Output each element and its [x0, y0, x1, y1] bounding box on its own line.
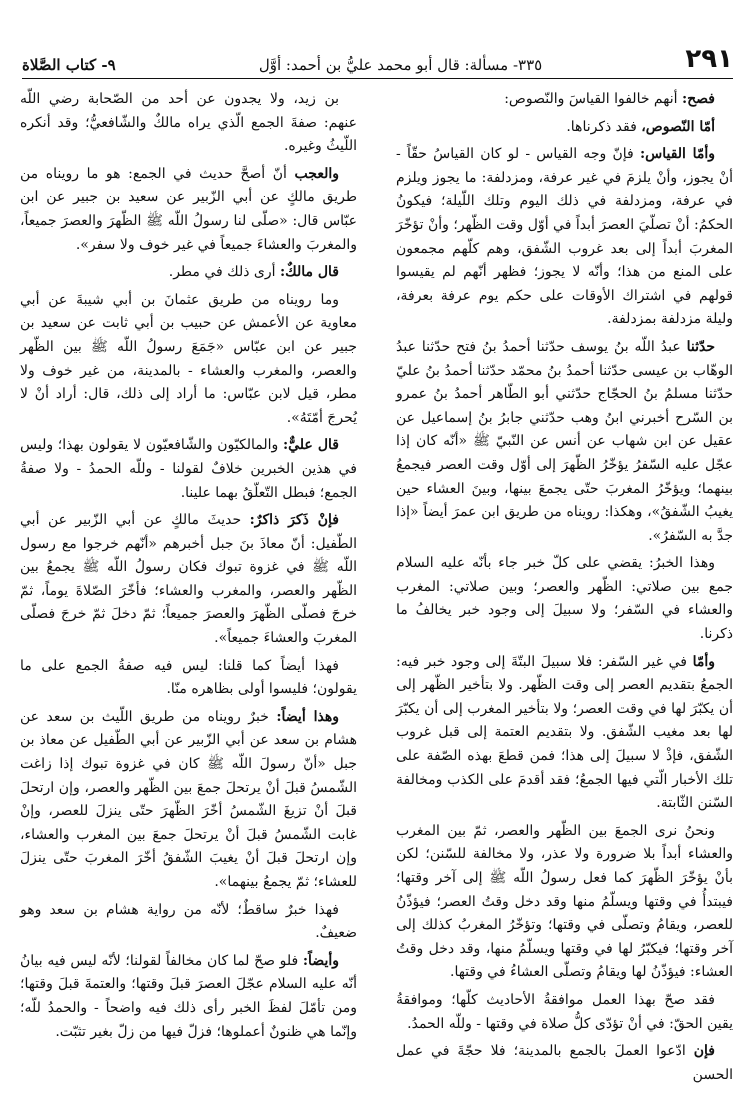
paragraph-text: أنهم خالفوا القياسَ والنّصوص:	[504, 91, 682, 107]
paragraph	[20, 88, 357, 159]
paragraph-lead: فإن	[693, 1043, 715, 1060]
paragraph	[20, 899, 357, 946]
paragraph	[396, 552, 733, 646]
header-rule	[22, 78, 733, 79]
paragraph-text: عبدُ اللّه بنُ يوسف حدّثنا أحمدُ بنُ فتح حدّثنا عبدُ الوهّاب بن عيسى حدّثنا أحمدُ بنُ محمّد حدّثنا أحمدُ بنُ عليّ حدّثنا مسلمُ بنُ الحجّاج حدّثني أبو الطّاهر أحمدُ بنُ عمرو بن السّرح أخبرني ابنُ وهب حدّثني جابرُ بنُ إسماعيل عن عقيل عن ابن شهاب عن أنس عن النّبيّ ﷺ «أنّه كان إذا عجّل عليه السّفرُ يؤخّرُ الظّهرَ إلى أوّل وقت العصر فيجمعُ بينهما؛ ويؤخّرُ المغربَ حتّى يجمعَ بينها، وبينَ العشاء حين يغيبُ الشّفقُ»، وهكذا: رويناه من طريق ابن عمرَ أيضاً «إذا جدَّ به السّفرُ».	[396, 338, 733, 544]
paragraph-lead: وأمّا	[692, 653, 715, 670]
left-column	[20, 88, 357, 1048]
paragraph-text: فلو صحّ لما كان مخالفاً لقولنا؛ لأنّه ليس فيه بيانُ أنّه عليه السلام عجّلَ العصرَ قبلَ وقتها؛ والعتمةَ قبلَ وقتها؛ ومن تأمّلَ لفظَ الخبر رأى ذلك فيه واضحاً - والحمدُ للّه؛ وإنّما هي ظنونٌ أعملوها؛ فزلّ فيها من زلّ بغير تثبّت.	[20, 952, 357, 1040]
paragraph-text: أنّ أصحَّ حديث في الجمع: هو ما رويناه من طريق مالكٍ عن أبي الزّبير عن سعيد بن جبير عن ابن عبّاس قال: «صلّى لنا رسولُ اللّه ﷺ الظّهرَ والعصرَ جميعاً، والمغربَ والعشاءَ جميعاً في غير خوف ولا سفر».	[20, 165, 357, 253]
right-column	[396, 88, 733, 1091]
paragraph	[20, 163, 357, 257]
paragraph-text: أرى ذلك في مطر.	[168, 264, 280, 281]
paragraph-lead: أمّا النّصوص،	[641, 118, 715, 135]
section-title: ٩- كتاب الصَّلاة	[22, 56, 116, 74]
paragraph-lead: فإنْ ذَكرَ ذاكرٌ:	[249, 512, 339, 529]
paragraph-lead: حدّثنا	[686, 338, 715, 355]
paragraph-lead: وأمّا القياس:	[639, 146, 715, 163]
paragraph-text: ونحنُ نرى الجمعَ بين الظّهر والعصر، ثمّ بين المغرب والعشاء أبداً بلا ضرورة ولا عذر، ولا مخالفة للسّنن؛ لكن بأنْ يؤخّرَ الظّهرَ كما فعل رسولُ اللّه ﷺ إلى آخر وقتها؛ فيبتدأُ في وقتها ويسلّمُ منها وقد دخل وقتُ العصر؛ فيؤذّنُ للعصر، ويقامُ وتصلّى في وقتها؛ وتؤخّرُ المغربُ كذلك إلى آخر وقتها؛ فيكبّرُ لها في وقتها ويسلّمُ منها، وقد دخل وقتُ العشاء: فيؤذّنُ لها ويقامُ وتصلّى العشاءُ في وقتها.	[396, 822, 733, 981]
paragraph	[20, 289, 357, 431]
paragraph-text: والمالكيّون والشّافعيّون لا يقولون بهذا؛ وليس في هذين الخبرين خلافٌ لقولنا - وللّه الحمدُ - ولا صفةُ الجمع؛ فبطل التّعلّقُ بهما علينا.	[20, 437, 357, 501]
paragraph	[20, 509, 357, 651]
paragraph	[396, 143, 733, 332]
paragraph-text: خبرٌ رويناه من طريق اللّيث بن سعد عن هشام بن سعد عن أبي الزّبير عن أبي الطّفيل عن معاذ بن جبل «أنّ رسولَ اللّه ﷺ كان في غزوة تبوك إذا زاغت الشّمسُ قبلَ أنْ يرتحلَ جمعَ بين الظّهر والعصر، وإن ارتحلَ قبلَ أنْ تزيغَ الشّمسُ أخّرَ الظّهرَ حتّى ينزلَ للعصر، وإنْ غابت الشّمسُ قبلَ أنْ يرتحلَ جمعَ بين المغرب والعشاء، وإن ارتحلَ قبلَ أنْ يغيبَ الشّفقُ أخّرَ المغربَ حتّى ينزلَ للعشاء؛ ثمّ يجمعُ بينهما».	[20, 708, 357, 890]
paragraph	[20, 950, 357, 1044]
paragraph-lead: قال عليٌّ:	[282, 437, 339, 454]
paragraph-text: فهذا أيضاً كما قلنا: ليس فيه صفةُ الجمع على ما يقولون؛ فليسوا أولى بظاهره منّا.	[20, 657, 357, 698]
paragraph-text: وهذا الخبرُ: يقضي على كلّ خبر جاء بأنّه عليه السلام جمع بين صلاتي: الظّهر والعصر؛ وبين صلاتي: المغرب والعشاء في السّفر؛ ولا سبيلَ إلى وجود خبر يخالفُ ما ذكرنا.	[396, 555, 733, 643]
paragraph-text: وما رويناه من طريق عثمانَ بن أبي شيبةَ عن أبي معاوية عن الأعمش عن حبيب بن أبي ثابت عن سعيد بن جبير عن ابن عبّاس «جَمَعَ رسولُ اللّه ﷺ بين الظّهر والعصر، والمغرب والعشاء - بالمدينة، من غير خوف ولا مطر، قيل لابن عبّاس: ما أراد إلى ذلك، قال: أراد أنْ لا يُحرجَ أمّتَهُ».	[20, 291, 357, 426]
paragraph-text: في غير السّفر: فلا سبيلَ البتّةَ إلى وجود خبر فيه: الجمعُ بتقديم العصر إلى وقت الظّهر. ولا بتأخير الظّهر إلى أن يكبّرَ لها في وقت العصر؛ ولا بتأخير المغرب إلى أن يكبّرَ لها بعد مغيب الشّفق. ولا بتقديم العتمة إلى قبل غروب الشّفق، فإذْ لا سبيلَ إلى هذا؛ فمن قطعَ بهذه الصّفة على تلك الأخبار الّتي فيها الجمعُ؛ فقد أقدمَ على الكذب ومخالفة السّنن الثّابتة.	[396, 653, 733, 812]
paragraph	[396, 116, 733, 140]
paragraph-text: فإنّ وجه القياس - لو كان القياسُ حقّاً - أنْ يجوز، وأنْ يلزمَ في غير عرفة، ومزدلفة: ما يجوز ويلزم في عرفة، ومزدلفة في ذلك اليوم وتلك اللّيلة؛ فيكونُ الحكمُ: أنْ تصلّيَ العصرَ أبداً في أوّل وقت الظّهر؛ وأنْ تؤخّرَ المغربَ أبداً إلى بعد غروب الشّفق، وهم كلّهم مجمعون على المنع من هذا؛ وأنّه لا يجوز؛ فظهر أنّهم لم يقيسوا قولهم في اشتراك الأوقات على حكم يوم عرفة بعرفة، وليلة مزدلفة بمزدلفة.	[396, 146, 733, 328]
paragraph	[396, 651, 733, 816]
paragraph-text: ادّعوا العملَ بالجمع بالمدينة؛ فلا حجّةَ في عمل الحسن	[396, 1043, 733, 1083]
paragraph-lead: قال مالكٌ:	[279, 264, 339, 281]
paragraph-text: فهذا خبرٌ ساقطٌ؛ لأنّه من رواية هشام بن سعد وهو ضعيفٌ.	[20, 901, 357, 942]
paragraph-lead: وهذا أيضاً:	[276, 708, 339, 725]
paragraph-text: حديثَ مالكٍ عن أبي الزّبير عن أبي الطّفيل: أنّ معاذَ بنَ جبل أخبرهم «أنّهم خرجوا مع رسول اللّه ﷺ في غزوة تبوك فكان رسولُ اللّه ﷺ يجمعُ بين الظّهر والعصر، والمغرب والعشاء؛ فأخّرَ الصّلاةَ يوماً، ثمّ خرجَ فصلّى الظّهرَ والعصرَ جميعاً؛ ثمّ دخلَ ثمّ خرجَ فصلّى المغربَ والعشاءَ جميعاً».	[20, 512, 357, 647]
paragraph-lead: فصح:	[681, 91, 715, 107]
paragraph	[396, 1040, 733, 1087]
paragraph	[20, 655, 357, 702]
paragraph	[396, 336, 733, 548]
paragraph	[20, 261, 357, 285]
paragraph	[396, 88, 733, 112]
paragraph	[20, 706, 357, 895]
page-number: ٢٩١	[685, 44, 733, 74]
paragraph-text: فقد ذكرناها.	[566, 118, 642, 135]
running-title: ٣٣٥- مسألة: قال أبو محمد عليُّ بن أحمد: أوَّل	[258, 56, 543, 74]
paragraph-lead: والعجب	[294, 165, 339, 182]
paragraph	[396, 989, 733, 1036]
paragraph-lead: وأيضاً:	[302, 952, 339, 969]
paragraph	[396, 820, 733, 985]
paragraph-text: فقد صحّ بهذا العمل موافقةُ الأحاديث كلّها؛ وموافقةُ يقين الحقّ: في أنْ تؤدّى كلُّ صلاة في وقتها - وللّه الحمدُ.	[396, 991, 733, 1032]
paragraph	[20, 434, 357, 505]
paragraph-text: بن زيد، ولا يجدون عن أحد من الصّحابة رضي اللّه عنهم: صفةَ الجمع الّذي يراه مالكٌ والشّافعيُّ؛ وقد أنكره اللّيثُ وغيره.	[20, 91, 357, 155]
page-header	[22, 40, 733, 74]
